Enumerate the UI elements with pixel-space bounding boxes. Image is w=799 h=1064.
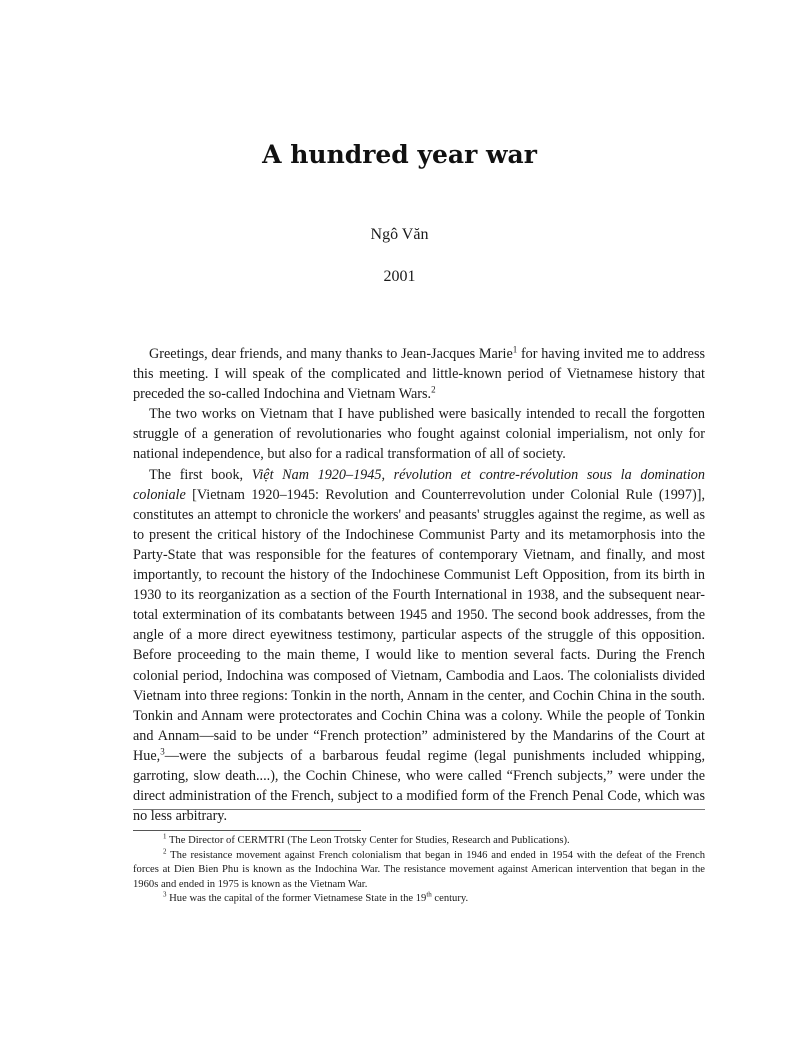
paragraph-1 [133,344,705,404]
footnote-ref-3[interactable]: 3 [160,746,165,757]
footnote-mark: 1 [163,832,167,841]
footnote-text: century. [431,893,469,905]
paragraph-3 [133,465,705,827]
footnote-2 [133,849,705,893]
ordinal-suffix: th [426,890,432,899]
footnote-mark: 2 [163,847,167,856]
document-date: 2001 [383,268,416,285]
footnote-ref-2[interactable]: 2 [431,384,436,395]
footnote-divider [133,830,361,831]
book-title: Việt Nam 1920–1945, révolution et contre-révolution sous la domination coloniale [133,466,705,503]
footnotes [133,834,705,907]
footnote-text: The resistance movement against French colonialism that began in 1946 and ended in 1954 with the defeat of the French forces at Dien Bien Phu is known as the Indochina War. The resistance movement against American intervention that began in the 1960s and ended in 1975 is known as the Vietnam War. [133,849,705,890]
footnote-1 [133,834,705,849]
section-divider [133,809,705,810]
footnote-ref-1[interactable]: 1 [512,344,518,355]
document-title: A hundred year war [262,140,537,169]
footnote-3 [133,892,705,907]
footnote-text: Hue was the capital of the former Vietnamese State in the 19 [166,893,427,905]
document-body [133,344,705,826]
paragraph-text: Greetings, dear friends, and many thanks to Jean-Jacques Marie [149,346,513,362]
document-author: Ngô Văn [370,226,429,243]
footnote-mark: 3 [163,890,167,899]
paragraph-2: The two works on Vietnam that I have published were basically intended to recall the forgotten struggle of a generation of revolutionaries who fought against colonial imperialism, not only for national independence, but also for a radical transformation of all of society. [133,406,705,463]
footnote-text: The Director of CERMTRI (The Leon Trotsky Center for Studies, Research and Publications). [166,835,570,846]
paragraph-text: [Vietnam 1920–1945: Revolution and Counterrevolution under Colonial Rule (1997)], constitutes an attempt to chronicle the workers' and peasants' struggles against the regime, as well as to present the critical history of the Indochinese Communist Party and its metamorphosis into the Party-State that was responsible for the features of contemporary Vietnam, and finally, and most importantly, to recount the history of the Indochinese Communist Left Opposition, from its birth in 1930 to its reorganization as a section of the Fourth International in 1938, and the subsequent near-total extermination of its combatants between 1945 and 1950. The second book addresses, from the angle of a more direct eyewitness testimony, particular aspects of the struggle of this opposition. Before proceeding to the main theme, I would like to mention several facts. During the French colonial period, Indochina was composed of Vietnam, Cambodia and Laos. The colonialists divided Vietnam into three regions: Tonkin in the north, Annam in the center, and Cochin China in the south. Tonkin and Annam were protectorates and Cochin China was a colony. While the people of Tonkin and Annam—said to be under “French protection” administered by the Mandarins of the Court at Hue, [133,486,705,764]
paragraph-text: The first book, [149,466,252,483]
paragraph-text: —were the subjects of a barbarous feudal regime (legal punishments included whipping, garroting, slow death....), the Cochin Chinese, who were called “French subjects,” were under the direct administration of the French, subject to a modified form of the French Penal Code, which was no less arbitrary. [133,747,705,825]
paragraph-text: for having invited me to address this meeting. I will speak of the complicated and little-known period of Vietnamese history that preceded the so-called Indochina and Vietnam Wars. [133,346,705,403]
